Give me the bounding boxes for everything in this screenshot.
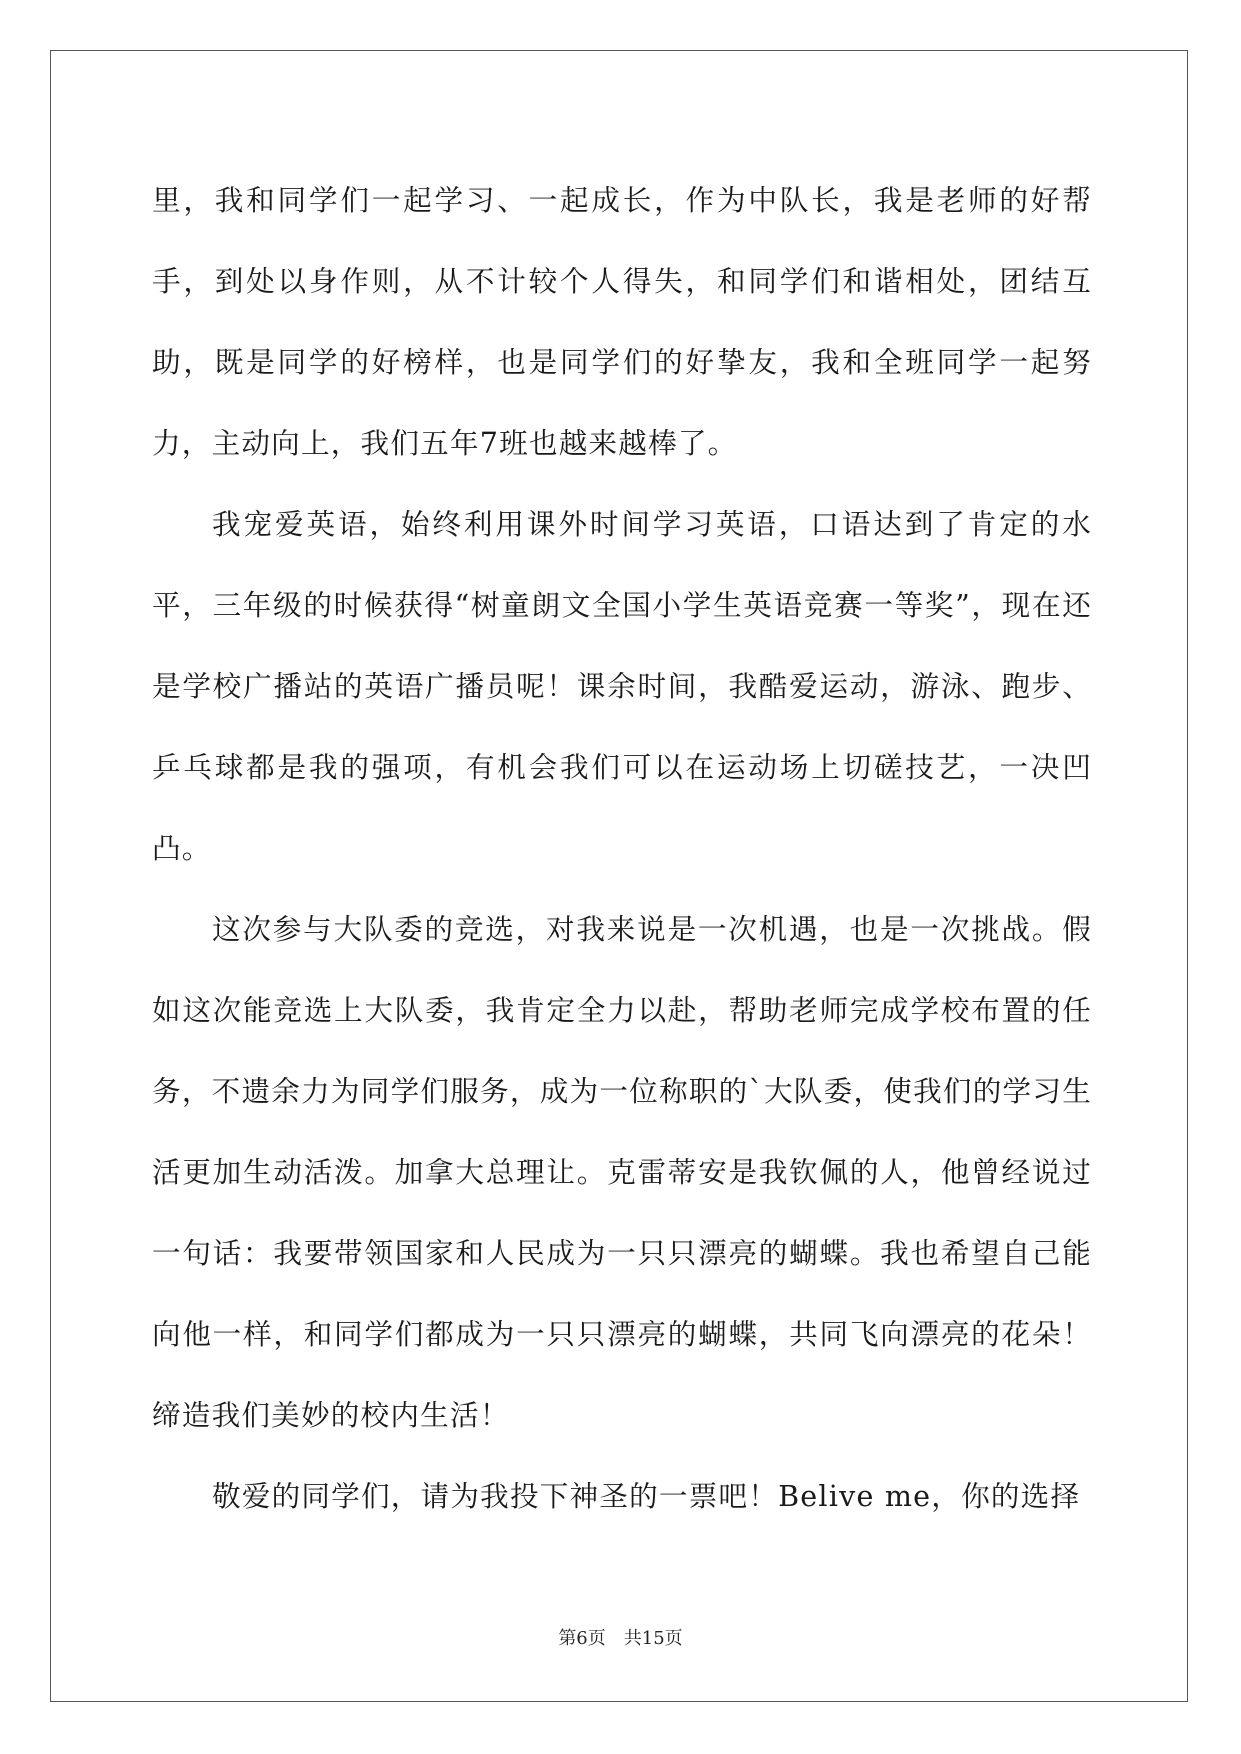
page-footer	[0, 1627, 1241, 1651]
paragraph-closing: 敬爱的同学们，请为我投下神圣的一票吧！Belive me，你的选择	[212, 1479, 1081, 1513]
paragraph-continued: 里，我和同学们一起学习、一起成长，作为中队长，我是老师的好帮手，到处以身作则，从不计较个人得失，和同学们和谐相处，团结互助，既是同学的好榜样，也是同学们的好挚友，我和全班同学一起努力，主动向上，我们五年7班也越来越棒了。	[152, 183, 1092, 460]
document-body	[152, 160, 1092, 1537]
page-total: 共15页	[623, 1628, 683, 1649]
paragraph-english: 我宠爱英语，始终利用课外时间学习英语，口语达到了肯定的水平，三年级的时候获得“树童朗文全国小学生英语竞赛一等奖”，现在还是学校广播站的英语广播员呢！课余时间，我酷爱运动，游泳、跑步、乒乓球都是我的强项，有机会我们可以在运动场上切磋技艺，一决凹凸。	[152, 507, 1092, 865]
page-number: 第6页	[558, 1628, 606, 1649]
paragraph-campaign: 这次参与大队委的竞选，对我来说是一次机遇，也是一次挑战。假如这次能竞选上大队委，我肯定全力以赴，帮助老师完成学校布置的任务，不遗余力为同学们服务，成为一位称职的`大队委，使我们的学习生活更加生动活泼。加拿大总理让。克雷蒂安是我钦佩的人，他曾经说过一句话：我要带领国家和人民成为一只只漂亮的蝴蝶。我也希望自己能向他一样，和同学们都成为一只只漂亮的蝴蝶，共同飞向漂亮的花朵！缔造我们美妙的校内生活！	[152, 912, 1092, 1432]
